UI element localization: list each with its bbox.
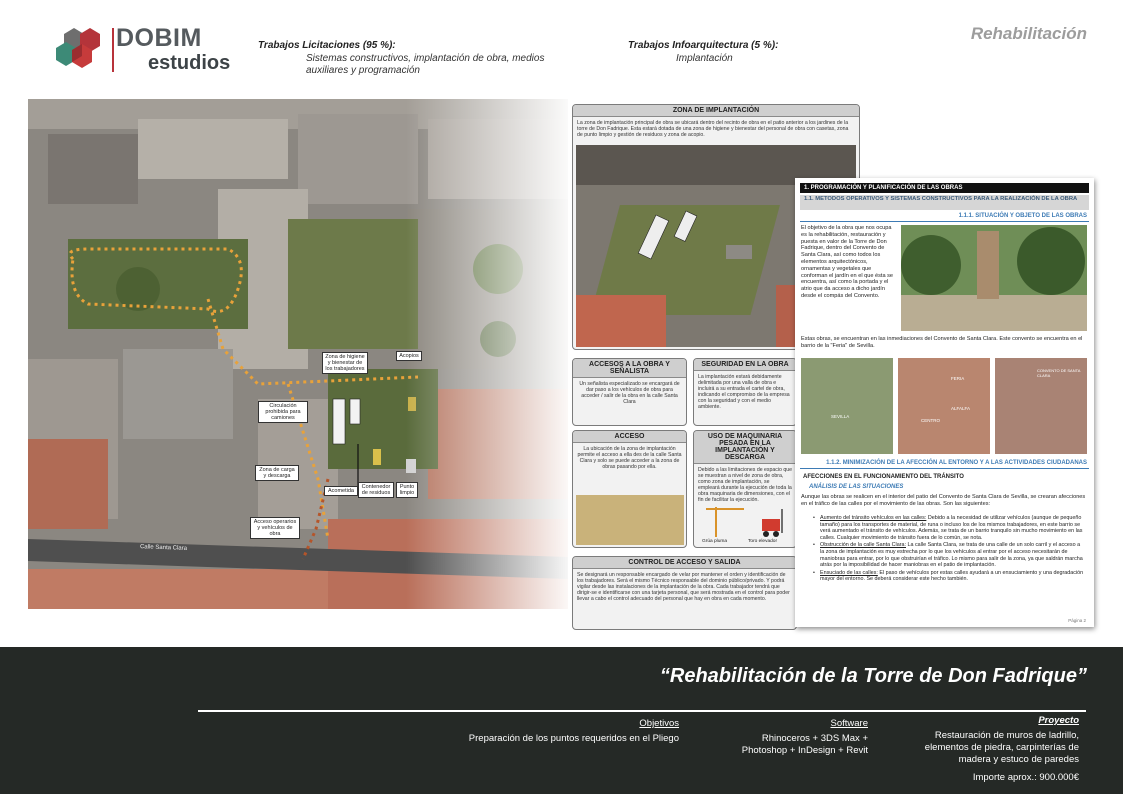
label-contenedor: Contenedor de residuos (358, 482, 394, 498)
proyecto-line-1: Restauración de muros de ladrillo, (934, 730, 1079, 741)
panel-acceso (572, 430, 687, 548)
document-page (795, 178, 1094, 627)
panel-acceso-title: ACCESO (573, 431, 686, 443)
doc-issue-text: El paso de vehículos por estas calles ayudará a un ensuciamiento y una degradación mayor del entorno. Se deberá considerar este hecho también. (820, 569, 1084, 583)
work-title-infoarquitectura: Trabajos Infoarquitectura (5 %): (628, 40, 779, 51)
doc-heading-3: 1.1.1. SITUACIÓN Y OBJETO DE LAS OBRAS (958, 213, 1087, 219)
panel-control-title: CONTROL DE ACCESO Y SALIDA (573, 557, 796, 569)
doc-issue-item (813, 515, 1085, 541)
crane-forklift-icon (704, 503, 794, 541)
panel-acceso-photo (576, 495, 684, 545)
panel-maquinaria-title: USO DE MAQUINARIA PESADA EN LA IMPLANTACIÓN Y DESCARGA (694, 431, 796, 464)
panel-acceso-text: La ubicación de la zona de implantación permite el acceso a ella des de la calle Santa Clara y solo se puede acceder a la zona de obras pasando por ella. (577, 446, 682, 470)
panel-seguridad (693, 358, 797, 426)
map-label-sevilla: SEVILLA (831, 414, 850, 419)
doc-location-maps (801, 358, 1087, 454)
software-line-2: Photoshop + InDesign + Revit (741, 745, 868, 756)
company-logo (54, 24, 254, 80)
doc-photo-torre (901, 225, 1087, 331)
panel-maquinaria (693, 430, 797, 548)
doc-issue-title: Aumento del tránsito vehículos en las calles: (820, 515, 927, 521)
map-sevilla (801, 358, 893, 454)
label-zona-bienestar: Zona de higiene y bienestar de los trabajadores (322, 352, 368, 374)
importe-text: Importe aprox.: 900.000€ (972, 772, 1079, 783)
work-desc-licitaciones: Sistemas constructivos, implantación de obra, medios auxiliares y programación (306, 53, 545, 76)
panel-control-text: Se designará un responsable encargado de velar por mantener el orden y identificación de los trabajadores. Será el mismo Técnico responsable del dominio público/privado. Y podrá vigilar desde las instalaciones de la implantación de la obra. Cada trabajador tendrá que dirigir-se e identificarse con una tarjeta personal, que será mostrada en el control para poder llevar a cabo el control adecuado del personal que hay en obra en cada momento. (577, 572, 790, 602)
panel-maquinaria-text: Debido a las limitaciones de espacio que se muestran a nivel de zona de obra, como zona de implantación, se empleará durante la ejecución de toda la obra maquinaria de dimensiones, con el fin de facilitar la ejecución. (698, 467, 793, 503)
panel-seguridad-title: SEGURIDAD EN LA OBRA (694, 359, 796, 371)
work-desc-infoarquitectura: Implantación (676, 53, 733, 64)
proyecto-line-3: madera y estuco de paredes (958, 754, 1079, 765)
map-label-convento: CONVENTO DE SANTA CLARA (1037, 368, 1081, 378)
project-title: “Rehabilitación de la Torre de Don Fadrique” (659, 665, 1087, 687)
doc-rule-2 (800, 468, 1089, 469)
footer-objetivos (429, 718, 679, 745)
map-label-feria: FERIA (951, 376, 965, 381)
objetivos-text: Preparación de los puntos requeridos en el Pliego (468, 733, 679, 744)
objetivos-heading: Objetivos (639, 718, 679, 729)
doc-rule (800, 221, 1089, 222)
footer-rule (198, 710, 1086, 712)
doc-intro: El objetivo de la obra que nos ocupa es la rehabilitación, restauración y puesta en valor de la Torre de Don Fadrique, dentro del Convento de Santa Clara, así como todos los elementos arquitectónicos, ornamentas y vegetales que conforman el jardín en el que ésta se encuentra, así como la portada y el atrio que da acceso a dicho jardín desde el compás del Convento. (801, 225, 894, 299)
label-acceso-operarios: Acceso operarios y vehículos de obra (250, 517, 300, 539)
doc-heading-4: 1.1.2. MINIMIZACIÓN DE LA AFECCIÓN AL ENTORNO Y A LAS ACTIVIDADES CIUDADANAS (826, 460, 1087, 466)
section-tag: Rehabilitación (970, 24, 1087, 43)
brand-name: DOBIM (116, 24, 202, 52)
label-acometida: Acometida (324, 486, 358, 496)
panel-control (572, 556, 797, 630)
footer-proyecto (889, 715, 1079, 784)
label-acopios: Acopios (396, 351, 422, 361)
label-punto-limpio: Punto limpio (396, 482, 418, 498)
map-barrio (898, 358, 990, 454)
doc-issue-title: Ensuciado de las calles: (820, 569, 878, 576)
software-heading: Software (830, 718, 868, 729)
brand-sub: estudios (148, 52, 231, 74)
doc-para-2: Aunque las obras se realicen en el interior del patio del Convento de Santa Clara de Sevilla, se crearan afecciones en el tráfico de las calles por el movimiento de las obras. Son las siguientes: (801, 494, 1086, 507)
label-street: Calle Santa Clara (139, 544, 188, 552)
panel-zona-text: La zona de implantación principal de obra se ubicará dentro del recinto de obra en el patio anterior a los jardines de la torre de Don Fadrique. Esta estará dotada de una zona de higiene y bienestar del personal de obra con casetas, zona de punto limpio y gestión de residuos y zona de acopio. (577, 120, 849, 138)
panel-seguridad-text: La implantación estará debidamente delimitada por una valla de obra e incluirá a su entrada el cartel de obra, indicando el compromiso de la empresa con la seguridad y con el medio ambiente. (698, 374, 790, 410)
footer-software (698, 718, 868, 757)
work-title-licitaciones: Trabajos Licitaciones (95 %): (258, 40, 396, 51)
footer (0, 647, 1123, 794)
work-block-licitaciones (258, 40, 578, 77)
doc-issue-title: Obstrucción de la calle Santa Clara: (820, 542, 906, 549)
software-line-1: Rhinoceros + 3DS Max + (761, 733, 868, 744)
map-label-centro: CENTRO (921, 418, 940, 423)
proyecto-line-2: elementos de piedra, carpinterías de (924, 742, 1079, 753)
work-block-infoarquitectura (628, 40, 848, 65)
proyecto-heading: Proyecto (1038, 715, 1079, 726)
panel-accesos-title: ACCESOS A LA OBRA Y SEÑALISTA (573, 359, 686, 378)
map-label-alfalfa: ALFALFA (951, 406, 971, 411)
doc-issue-list (813, 515, 1085, 584)
doc-issue-text: La calle Santa Clara, se trata de una calle de un solo carril y el acceso a la zona de implantación es muy estrecha por lo que los vehículos al entrar por el acceso necesitarán de maniobras para entrar, por lo que obstruirían el tráfico. Lo mismo para salir de la zona, ya que saldrán marcha atrás por la imposibilidad de hacer maniobras en el patio de implantación. (820, 542, 1083, 569)
panel-zona-title: ZONA DE IMPLANTACIÓN (573, 105, 859, 117)
caption-toro: Toro elevador (748, 539, 778, 544)
doc-sub-analisis: ANÁLISIS DE LAS SITUACIONES (809, 484, 904, 490)
doc-sub-afecciones: AFECCIONES EN EL FUNCIONAMIENTO DEL TRÁNSITO (803, 474, 964, 480)
doc-issue-item (813, 542, 1085, 568)
doc-heading-1: 1. PROGRAMACIÓN Y PLANIFICACIÓN DE LAS OBRAS (800, 183, 1089, 193)
doc-heading-2: 1.1. METODOS OPERATIVOS Y SISTEMAS CONSTRUCTIVOS PARA LA REALIZACIÓN DE LA OBRA (800, 195, 1089, 210)
label-circulacion: Circulación prohibida para camiones (258, 401, 308, 423)
doc-page-number: Página 2 (1068, 618, 1086, 623)
panel-accesos (572, 358, 687, 426)
doc-location: Estas obras, se encuentran en las inmediaciones del Convento de Santa Clara. Este convento se encuentra en el barrio de la "Feria" de Sevilla. (801, 336, 1083, 349)
logo-divider (112, 28, 114, 72)
doc-issue-item (813, 570, 1085, 583)
logo-hexagons-icon (54, 26, 106, 74)
doc-issue-text: Debido a la necesidad de utilizar vehículos (aunque de pequeño tamaño) para los transportes de material, de runa o incluso los de los mismos trabajadores, en este barrio se verá aumentado el tránsito de vehículos. Además, se trata de un barrio tranquilo sin mucho movimiento en las calles. Cualquier movimiento de tránsito fuera de lo común, se nota. (820, 515, 1083, 541)
tower-photo-graphic (901, 225, 1087, 331)
panel-accesos-text: Un señalista especializado se encargará de dar paso a los vehículos de obra para acceder / salir de la obra en la calle Santa Clara (579, 381, 680, 405)
label-zona-carga: Zona de carga y descarga (255, 465, 299, 481)
aerial-site-plan (28, 99, 568, 609)
caption-grua: Grúa pluma (702, 539, 728, 544)
